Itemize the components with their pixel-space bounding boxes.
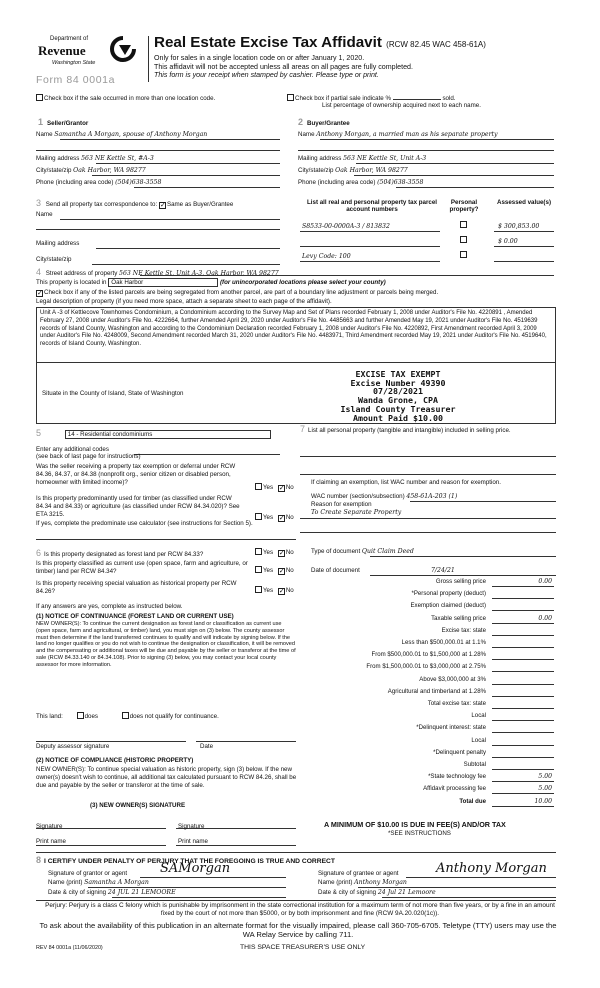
calc-label: Less than $500,000.01 at 1.1%	[401, 639, 486, 646]
ownership-note: List percentage of ownership acquired next to each name.	[322, 102, 481, 109]
located-row: This property is located in Oak Harbor (for unincorporated locations please select your county)	[36, 279, 386, 286]
additional-codes-label: Enter any additional codes	[36, 446, 109, 453]
form-number: Form 84 0001a	[36, 74, 116, 86]
title-citation: (RCW 82.45 WAC 458-61A)	[386, 40, 486, 49]
land-use-row: 5 14 - Residential condominiums	[36, 428, 271, 439]
buyer-city-row: City/state/zip Oak Harbor, WA 98277	[298, 167, 408, 174]
doc-type-field[interactable]: Quit Claim Deed	[361, 548, 414, 555]
availability-notice: To ask about the availability of this publication in an alternate format for the visually impaired, please call 360-705-6705. Teletype (TTY) users may use the WA Relay Service by calling 711.	[39, 921, 557, 940]
calc-value-underline	[492, 610, 554, 611]
doc-type-row: Type of document Quit Claim Deed	[311, 548, 414, 555]
grantor-name-field[interactable]: Samantha A Morgan	[84, 879, 149, 886]
note-1: Only for sales in a single location code on or after January 1, 2020.	[154, 54, 365, 62]
reason-field[interactable]: To Create Separate Property	[311, 509, 402, 516]
forest-question: 6 Is this property designated as forest land per RCW 84.33?	[36, 548, 204, 558]
q2-no-checkbox[interactable]	[278, 515, 285, 522]
calc-value-underline	[492, 806, 554, 807]
location-select[interactable]: Oak Harbor	[108, 278, 218, 287]
buyer-phone-row: Phone (including area code) (504)638-3558	[298, 179, 424, 186]
multi-location-check[interactable]: Check box if the sale occurred in more than one location code.	[36, 94, 215, 102]
calc-value-underline	[492, 659, 554, 660]
calc-label: *State technology fee	[428, 773, 486, 781]
land-use-select[interactable]: 14 - Residential condominiums	[65, 430, 271, 439]
personal-property-checkbox-1[interactable]	[460, 221, 467, 228]
calc-label: Exemption claimed (deduct)	[410, 602, 486, 610]
agency-line2: Washington State	[52, 60, 96, 66]
deputy-date-label: Date	[200, 743, 214, 750]
seller-city-row: City/state/zip Oak Harbor, WA 98277	[36, 167, 146, 174]
calc-label: From $500,000.01 to $1,500,000 at 1.28%	[371, 651, 486, 659]
q1-yes-no: Yes ✓ No	[255, 483, 294, 492]
buyer-name-field[interactable]: Anthony Morgan, a married man as his separate property	[316, 131, 498, 138]
corr-name-label: Name	[36, 211, 53, 218]
calc-value-underline	[492, 696, 554, 697]
calc-value[interactable]: 5.00	[538, 773, 552, 781]
s6q3-yes-no: Yes ✓ No	[255, 586, 294, 595]
perjury-notice: Perjury: Perjury is a class C felony which is punishable by imprisonment in the state correctional institution for a maximum term of not more than five years, or by a fine in an amount fixed by the court of not more than $5000, or by both imprisonment and fine (RCW 9A.20.020(1c)).	[45, 902, 555, 917]
s6q3-no-checkbox[interactable]	[278, 588, 285, 595]
grantee-date-row: Date & city of signing 24 Jul 21 Lemoore	[318, 889, 436, 896]
s6q2-yes-checkbox[interactable]	[255, 566, 262, 573]
owner-sig-label-1: Signature	[36, 823, 63, 830]
owner-print-label-2: Print name	[178, 838, 208, 845]
parcel-row-2: $ 0.00	[300, 238, 556, 248]
calc-value-underline	[492, 623, 554, 624]
deputy-signature-label: Deputy assessor signature	[36, 743, 110, 750]
seller-phone-row: Phone (including area code) (504)638-3558	[36, 179, 162, 186]
calc-value-underline	[492, 720, 554, 721]
calc-label: Subtotal	[463, 761, 486, 768]
grantee-name-field[interactable]: Anthony Morgan	[354, 879, 407, 886]
s6q1-yes-no: Yes ✓ No	[255, 548, 294, 557]
header-notes	[154, 54, 413, 80]
seller-heading: 1 Seller/Grantor	[38, 117, 89, 127]
any-yes-note: If any answers are yes, complete as instructed below.	[36, 603, 183, 610]
this-land-row: This land: does does not qualify for continuance.	[36, 713, 219, 720]
owner-print-label-1: Print name	[36, 838, 66, 845]
personal-property-checkbox-3[interactable]	[460, 251, 467, 258]
grantor-signature[interactable]: SAMorgan	[160, 861, 231, 876]
street-address-field[interactable]: 563 NE Kettle St, Unit A-3, Oak Harbor, WA 98277	[119, 270, 279, 277]
corr-mailing-label: Mailing address	[36, 240, 80, 247]
multi-location-checkbox[interactable]	[36, 94, 43, 101]
calc-value-underline	[492, 708, 554, 709]
q2-yes-checkbox[interactable]	[255, 513, 262, 520]
notice2-text: NEW OWNER(S): To continue special valuation as historic property, sign (3) below. If the new owner(s) doesn't wish to continue, all additional tax calculated pursuant to RCW 84.26, shall be due and payable by the seller or transferor at the time of sale.	[36, 766, 297, 789]
calc-label: Total due	[459, 797, 486, 805]
notice1-title: (1) NOTICE OF CONTINUANCE (FOREST LAND OR CURRENT USE)	[36, 613, 234, 620]
land-does-checkbox[interactable]	[77, 712, 84, 719]
wac-field[interactable]: 458-61A-203 (1)	[406, 493, 458, 500]
s6q1-no-checkbox[interactable]	[278, 550, 285, 557]
parcel-row-1: S8533-00-0000A-3 / 813832 $ 300,853.00	[302, 223, 540, 230]
seller-mailing-row: Mailing address 563 NE Kettle St, #A-3	[36, 155, 154, 162]
calc-label: Above $3,000,000 at 3%	[419, 675, 486, 683]
note-2: This affidavit will not be accepted unless all areas on all pages are fully completed.	[154, 62, 413, 71]
s6q2-yes-no: Yes ✓ No	[255, 566, 294, 575]
grantor-name-row: Name (print) Samantha A Morgan	[48, 879, 149, 886]
calc-value-underline	[492, 598, 554, 599]
boundary-row: ✓Check box if any of the listed parcels are being segregated from another parcel, are part of a boundary line adjustment or parcels being merged.	[36, 289, 438, 297]
calc-label: Agricultural and timberland at 1.28%	[387, 687, 486, 695]
buyer-city-field[interactable]: Oak Harbor, WA 98277	[335, 167, 408, 174]
personal-col-header: Personal property?	[449, 199, 479, 214]
calc-label: *Delinquent interest: state	[416, 724, 486, 732]
s6q3-yes-checkbox[interactable]	[255, 586, 262, 593]
historic-question: Is this property receiving special valuation as historical property per RCW 84.26?	[36, 580, 237, 595]
grantor-date-row: Date & city of signing 24 JUL 21 LEMOORE	[48, 889, 176, 896]
revision-number: REV 84 0001a (11/06/2020)	[36, 945, 103, 951]
grantee-signature[interactable]: Anthony Morgan	[436, 861, 547, 876]
s6q2-no-checkbox[interactable]	[278, 568, 285, 575]
seller-name-field[interactable]: Samantha A Morgan, spouse of Anthony Morgan	[54, 131, 208, 138]
grantee-sig-label: Signature of grantee or agent	[318, 870, 399, 877]
grantor-sig-label: Signature of grantor or agent	[48, 870, 128, 877]
agency-name: Revenue	[38, 43, 86, 58]
reason-label: Reason for exemption	[311, 501, 372, 508]
buyer-phone-field[interactable]: (504)638-3558	[377, 179, 424, 186]
q2-yes-no: Yes ✓ No	[255, 513, 294, 522]
current-use-question: Is this property classified as current use (open space, farm and agriculture, or timber) land per RCW 84.34?	[36, 560, 248, 575]
boundary-checkbox[interactable]	[36, 290, 43, 297]
form-title	[154, 34, 486, 51]
buyer-mailing-row: Mailing address 563 NE Kettle St, Unit A-3	[298, 155, 427, 162]
parcel-row-3: Levy Code: 100	[300, 253, 556, 263]
seller-mailing-field[interactable]: 563 NE Kettle St, #A-3	[81, 155, 154, 162]
treasurer-use-note: THIS SPACE TREASURER'S USE ONLY	[240, 944, 366, 951]
partial-sale-checkbox[interactable]	[287, 94, 294, 101]
correspondence-row: 3 Send all property tax correspondence to: ✓ Same as Buyer/Grantee	[36, 198, 233, 209]
calc-label: Taxable selling price	[431, 614, 486, 622]
calc-value-underline	[492, 586, 554, 587]
buyer-mailing-field[interactable]: 563 NE Kettle St, Unit A-3	[343, 155, 427, 162]
calc-value-underline	[492, 684, 554, 685]
calc-label: Total excise tax: state	[427, 700, 486, 707]
partial-sale-check[interactable]: Check box if partial sale indicate % sold.	[287, 94, 456, 102]
calc-value-underline	[492, 793, 554, 794]
q1-no-checkbox[interactable]	[278, 485, 285, 492]
exemption-claim-text: If claiming an exemption, list WAC number and reason for exemption.	[311, 479, 501, 486]
minimum-due: A MINIMUM OF $10.00 IS DUE IN FEE(S) AND/OR TAX	[324, 820, 506, 829]
doc-date-field[interactable]: 7/24/21	[431, 567, 455, 574]
certify-heading: 8 I CERTIFY UNDER PENALTY OF PERJURY THAT THE FOREGOING IS TRUE AND CORRECT	[36, 855, 335, 865]
seller-name-row: Name Samantha A Morgan, spouse of Anthony Morgan	[36, 131, 208, 138]
calc-value[interactable]: 10.00	[534, 797, 552, 805]
land-does-not-checkbox[interactable]	[122, 712, 129, 719]
corr-city-label: City/state/zip	[36, 256, 72, 263]
additional-codes-note: (see back of last page for instructions)	[36, 453, 141, 460]
title-text: Real Estate Excise Tax Affidavit	[154, 34, 382, 51]
calc-value-underline	[492, 732, 554, 733]
same-as-buyer-checkbox[interactable]	[159, 202, 166, 209]
agency-line1: Department of	[50, 36, 89, 42]
notice1-text: NEW OWNER(S): To continue the current designation as forest land or classification as current use (open space, farm and agricultural, or timber) land, you must sign on (3) below. The county assessor must then determine if the land transferred continues to qualify and will indicate by signing below. If the land no longer qualifies or you do not wish to continue the designation or classification, it will be removed and the compensating or additional taxes will be due and payable by the seller or transferor at the time of sale (RCW 84.33.140 or 84.34.108). Prior to signing (3) below, you may contact your local county assessor for more information.	[36, 621, 296, 668]
notice2-title: (2) NOTICE OF COMPLIANCE (HISTORIC PROPERTY)	[36, 757, 194, 764]
treasurer-stamp: EXCISE TAX EXEMPT Excise Number 49390 07/28/2021 Wanda Grone, CPA Island County Treasurer Amount Paid $10.00	[340, 369, 456, 423]
personal-property-row: 7 List all personal property (tangible and intangible) included in selling price.	[300, 424, 511, 434]
calc-label: Affidavit processing fee	[423, 785, 486, 793]
note-3: This form is your receipt when stamped by cashier. Please type or print.	[154, 71, 379, 80]
owner-sig-label-2: Signature	[178, 823, 205, 830]
grantor-date-field[interactable]: 24 JUL 21 LEMOORE	[107, 889, 176, 896]
q1-yes-checkbox[interactable]	[255, 483, 262, 490]
parcel-col-header: List all real and personal property tax parcel account numbers	[307, 199, 437, 214]
calc-value-underline	[492, 635, 554, 636]
buyer-heading: 2 Buyer/Grantee	[298, 117, 350, 127]
calc-label: Local	[471, 712, 486, 720]
situate-text: Situate in the County of Island, State of Washington	[42, 390, 184, 397]
revenue-logo-icon	[106, 36, 140, 62]
seller-city-field[interactable]: Oak Harbor, WA 98277	[73, 167, 146, 174]
exemption-question: Was the seller receiving a property tax exemption or deferral under RCW 84.36, 84.37, or 84.38 (nonprofit org., senior citizen or disabled person, homeowner with limited income)?	[36, 463, 236, 486]
grantee-date-field[interactable]: 24 Jul 21 Lemoore	[377, 889, 436, 896]
calc-value-underline	[492, 757, 554, 758]
calc-label: From $1,500,000.01 to $3,000,000 at 2.75%	[366, 663, 486, 671]
predominate-use-note: If yes, complete the predominate use calculator (see instructions for Section 5).	[36, 520, 253, 527]
calc-value-underline	[492, 781, 554, 782]
agency-logo	[38, 36, 146, 76]
personal-property-checkbox-2[interactable]	[460, 236, 467, 243]
calc-value-underline	[492, 745, 554, 746]
calc-label: *Delinquent penalty	[433, 748, 486, 756]
value-col-header: Assessed value(s)	[497, 199, 551, 206]
calc-value[interactable]: 0.00	[538, 614, 552, 622]
wac-row: WAC number (section/subsection) 458-61A-203 (1)	[311, 493, 458, 500]
legal-description[interactable]: Unit A -3 of Kettlecove Townhomes Condominium, a Condominium according to the Survey Map and Set of Plans recorded February 1, 2008 under Auditor's File No. 4220891 , Amended February 27, 2008 under Auditor's File No. 4222664, further Amended April 29, 2020 under Auditor's File No. 4485663 and further Amended May 19, 2021 under Auditor's File No. 4519639 records of Island County, Washington and according to the Condominium Declaration recorded February 1, 2008 under Auditor's File No. 4220892, First Amendment recorded April 3, 2009 under Auditor's File No. 4248009, Second Amendment recorded March 31, 2020 under Auditor's File No. 4483971, Third Amendment recorded May 19, 2021 under Auditor's File No. 4519640, records of Island County, Washington.	[36, 307, 556, 363]
calc-value[interactable]: 0.00	[538, 578, 552, 585]
seller-phone-field[interactable]: (504)638-3558	[115, 179, 162, 186]
calc-value-underline	[492, 769, 554, 770]
legal-label: Legal description of property (if you need more space, attach a separate sheet to each page of the affidavit).	[36, 298, 332, 305]
see-instructions: *SEE INSTRUCTIONS	[388, 830, 451, 837]
s6q1-yes-checkbox[interactable]	[255, 548, 262, 555]
calc-label: Excise tax: state	[441, 626, 486, 634]
grantee-name-row: Name (print) Anthony Morgan	[318, 879, 407, 886]
owner-signature-title: (3) NEW OWNER(S) SIGNATURE	[90, 802, 186, 809]
calc-value-underline	[492, 671, 554, 672]
calc-label: Gross selling price	[435, 578, 486, 585]
street-row: 4 Street address of property 563 NE Kettle St, Unit A-3, Oak Harbor, WA 98277	[36, 267, 279, 277]
calc-value[interactable]: 5.00	[538, 785, 552, 793]
timber-question: Is this property predominantly used for timber (as classified under RCW 84.34 and 84.33) or agriculture (as classified under RCW 84.34.020)? See ETA 3215.	[36, 495, 240, 518]
calc-label: Local	[471, 736, 486, 744]
buyer-name-row: Name Anthony Morgan, a married man as his separate property	[298, 131, 498, 138]
calc-label: *Personal property (deduct)	[411, 590, 486, 598]
calc-value-underline	[492, 647, 554, 648]
doc-date-label: Date of document	[311, 567, 360, 574]
